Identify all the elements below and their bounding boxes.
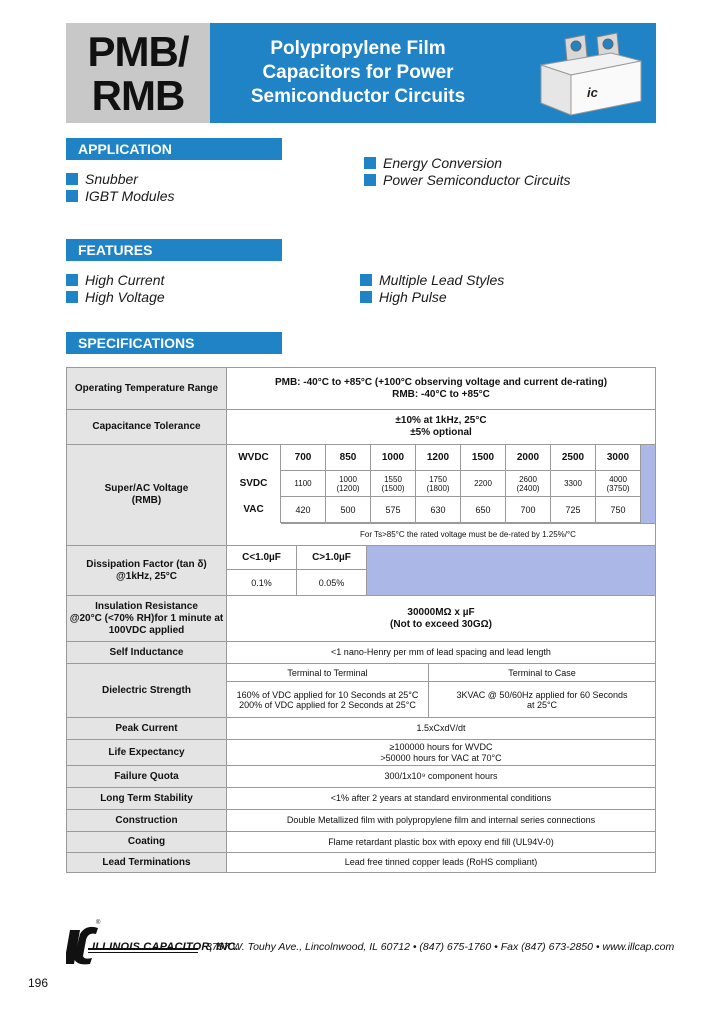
wvdc-cell: 700 (281, 445, 326, 471)
bullet-square-icon (364, 174, 376, 186)
wvdc-cell: 1000 (371, 445, 416, 471)
dissipation-header-1: C<1.0µF (227, 546, 297, 570)
row-value: 1.5xCxdV/dt (416, 723, 466, 733)
product-title (238, 37, 478, 109)
row-label: Failure Quota (67, 766, 227, 787)
bullet-square-icon (364, 157, 376, 169)
wvdc-cell: 2500 (551, 445, 596, 471)
svdc-cell: 1100 (281, 471, 326, 497)
voltage-note: For Ts>85°C the rated voltage must be de-rated by 1.25%/°C (281, 523, 655, 545)
feature-item: High Current (66, 272, 164, 289)
row-label: Construction (67, 810, 227, 831)
vac-cell: 500 (326, 497, 371, 523)
model-title-line2: RMB (91, 72, 185, 119)
table-row (67, 718, 655, 740)
voltage-grid (227, 445, 655, 545)
row-label: Peak Current (67, 718, 227, 739)
row-value: Double Metallized film with polypropylene film and internal series connections (286, 815, 596, 825)
svdc-cell: 1550 (1500) (371, 471, 416, 497)
vac-cell: 575 (371, 497, 416, 523)
model-panel (66, 23, 210, 123)
capacitor-image (535, 31, 647, 119)
model-title-line1: PMB/ (87, 28, 189, 75)
title-panel (210, 23, 656, 123)
row-value: Flame retardant plastic box with epoxy end fill (UL94V-0) (328, 836, 554, 847)
feature-item: High Pulse (360, 289, 447, 306)
specifications-heading: SPECIFICATIONS (66, 332, 282, 354)
vac-cell: 650 (461, 497, 506, 523)
vac-cell: 700 (506, 497, 551, 523)
dielectric-value-1: 160% of VDC applied for 10 Seconds at 25°C 200% of VDC applied for 2 Seconds at 25°C (227, 682, 429, 717)
table-row (67, 853, 655, 872)
specifications-table (66, 367, 656, 873)
vac-cell: 420 (281, 497, 326, 523)
row-label: Dissipation Factor (tan δ) @1kHz, 25°C (67, 546, 227, 595)
row-value: <1% after 2 years at standard environmental conditions (330, 793, 552, 803)
table-row (67, 596, 655, 642)
svdc-cell: 4000 (3750) (596, 471, 641, 497)
title-line1: Polypropylene Film (270, 38, 446, 59)
application-item: Power Semiconductor Circuits (364, 172, 571, 189)
features-heading: FEATURES (66, 239, 282, 261)
voltage-row-label: WVDC (227, 445, 281, 471)
wvdc-cell: 3000 (596, 445, 641, 471)
dissipation-value-1: 0.1% (227, 570, 297, 595)
row-label: Self Inductance (67, 642, 227, 663)
dissipation-header-2: C>1.0µF (297, 546, 367, 570)
bullet-square-icon (66, 173, 78, 185)
table-row (67, 368, 655, 410)
table-row (67, 740, 655, 766)
wvdc-cell: 850 (326, 445, 371, 471)
bullet-square-icon (360, 291, 372, 303)
wvdc-cell: 2000 (506, 445, 551, 471)
row-label: Coating (67, 832, 227, 852)
svdc-cell: 2600 (2400) (506, 471, 551, 497)
table-row (67, 546, 655, 596)
row-label: Insulation Resistance @20°C (<70% RH)for 1 minute at 100VDC applied (67, 596, 227, 641)
page-number: 196 (28, 976, 49, 990)
row-label: Super/AC Voltage (RMB) (67, 445, 227, 545)
vac-cell: 630 (416, 497, 461, 523)
title-line2: Capacitors for Power (262, 62, 454, 83)
feature-item: Multiple Lead Styles (360, 272, 504, 289)
dielectric-header-2: Terminal to Case (429, 664, 655, 682)
capacitor-logo-text: ic (587, 85, 598, 100)
application-item: Snubber (66, 171, 138, 188)
application-item: IGBT Modules (66, 188, 174, 205)
dissipation-value-2: 0.05% (297, 570, 367, 595)
company-name: ILLINOIS CAPACITOR, INC. (92, 941, 239, 953)
row-value: ±10% at 1kHz, 25°C ±5% optional (395, 415, 487, 438)
svdc-cell: 2200 (461, 471, 506, 497)
table-row (67, 788, 655, 810)
table-row (67, 642, 655, 664)
bullet-square-icon (66, 291, 78, 303)
row-label: Dielectric Strength (67, 664, 227, 717)
voltage-row-label: SVDC (227, 471, 281, 497)
row-value: 30000MΩ x µF (Not to exceed 30GΩ) (390, 606, 492, 630)
bullet-square-icon (66, 274, 78, 286)
row-label: Long Term Stability (67, 788, 227, 809)
table-row (67, 810, 655, 832)
company-address: 3757 W. Touhy Ave., Lincolnwood, IL 60712 • (847) 675-1760 • Fax (847) 673-2850 • www.illcap.com (206, 941, 675, 953)
row-value: <1 nano-Henry per mm of lead spacing and lead length (331, 647, 551, 657)
bullet-square-icon (360, 274, 372, 286)
table-row (67, 664, 655, 718)
row-value: 300/1x10⁹ component hours (384, 771, 498, 781)
vac-cell: 750 (596, 497, 641, 523)
table-row (67, 832, 655, 853)
svg-text:®: ® (96, 920, 101, 926)
voltage-row-label: VAC (227, 497, 281, 523)
application-item: Energy Conversion (364, 155, 502, 172)
table-row (67, 766, 655, 788)
feature-item: High Voltage (66, 289, 165, 306)
row-label: Lead Terminations (67, 853, 227, 872)
wvdc-cell: 1200 (416, 445, 461, 471)
dielectric-header-1: Terminal to Terminal (227, 664, 429, 682)
row-value: Lead free tinned copper leads (RoHS compliant) (344, 857, 538, 867)
application-heading: APPLICATION (66, 138, 282, 160)
svdc-cell: 1750 (1800) (416, 471, 461, 497)
table-row (67, 410, 655, 445)
blank-fill (641, 445, 655, 523)
row-label: Capacitance Tolerance (67, 410, 227, 444)
bullet-square-icon (66, 190, 78, 202)
wvdc-cell: 1500 (461, 445, 506, 471)
vac-cell: 725 (551, 497, 596, 523)
row-value: ≥100000 hours for WVDC >50000 hours for VAC at 70°C (380, 741, 502, 763)
blank-fill (367, 546, 655, 595)
row-label: Operating Temperature Range (67, 368, 227, 409)
dielectric-value-2: 3KVAC @ 50/60Hz applied for 60 Seconds at 25°C (456, 689, 628, 710)
title-line3: Semiconductor Circuits (250, 86, 466, 107)
svdc-cell: 1000 (1200) (326, 471, 371, 497)
table-row (67, 445, 655, 546)
svdc-cell: 3300 (551, 471, 596, 497)
row-label: Life Expectancy (67, 740, 227, 765)
row-value: PMB: -40°C to +85°C (+100°C observing voltage and current de-rating) RMB: -40°C to +85°C (274, 376, 608, 400)
